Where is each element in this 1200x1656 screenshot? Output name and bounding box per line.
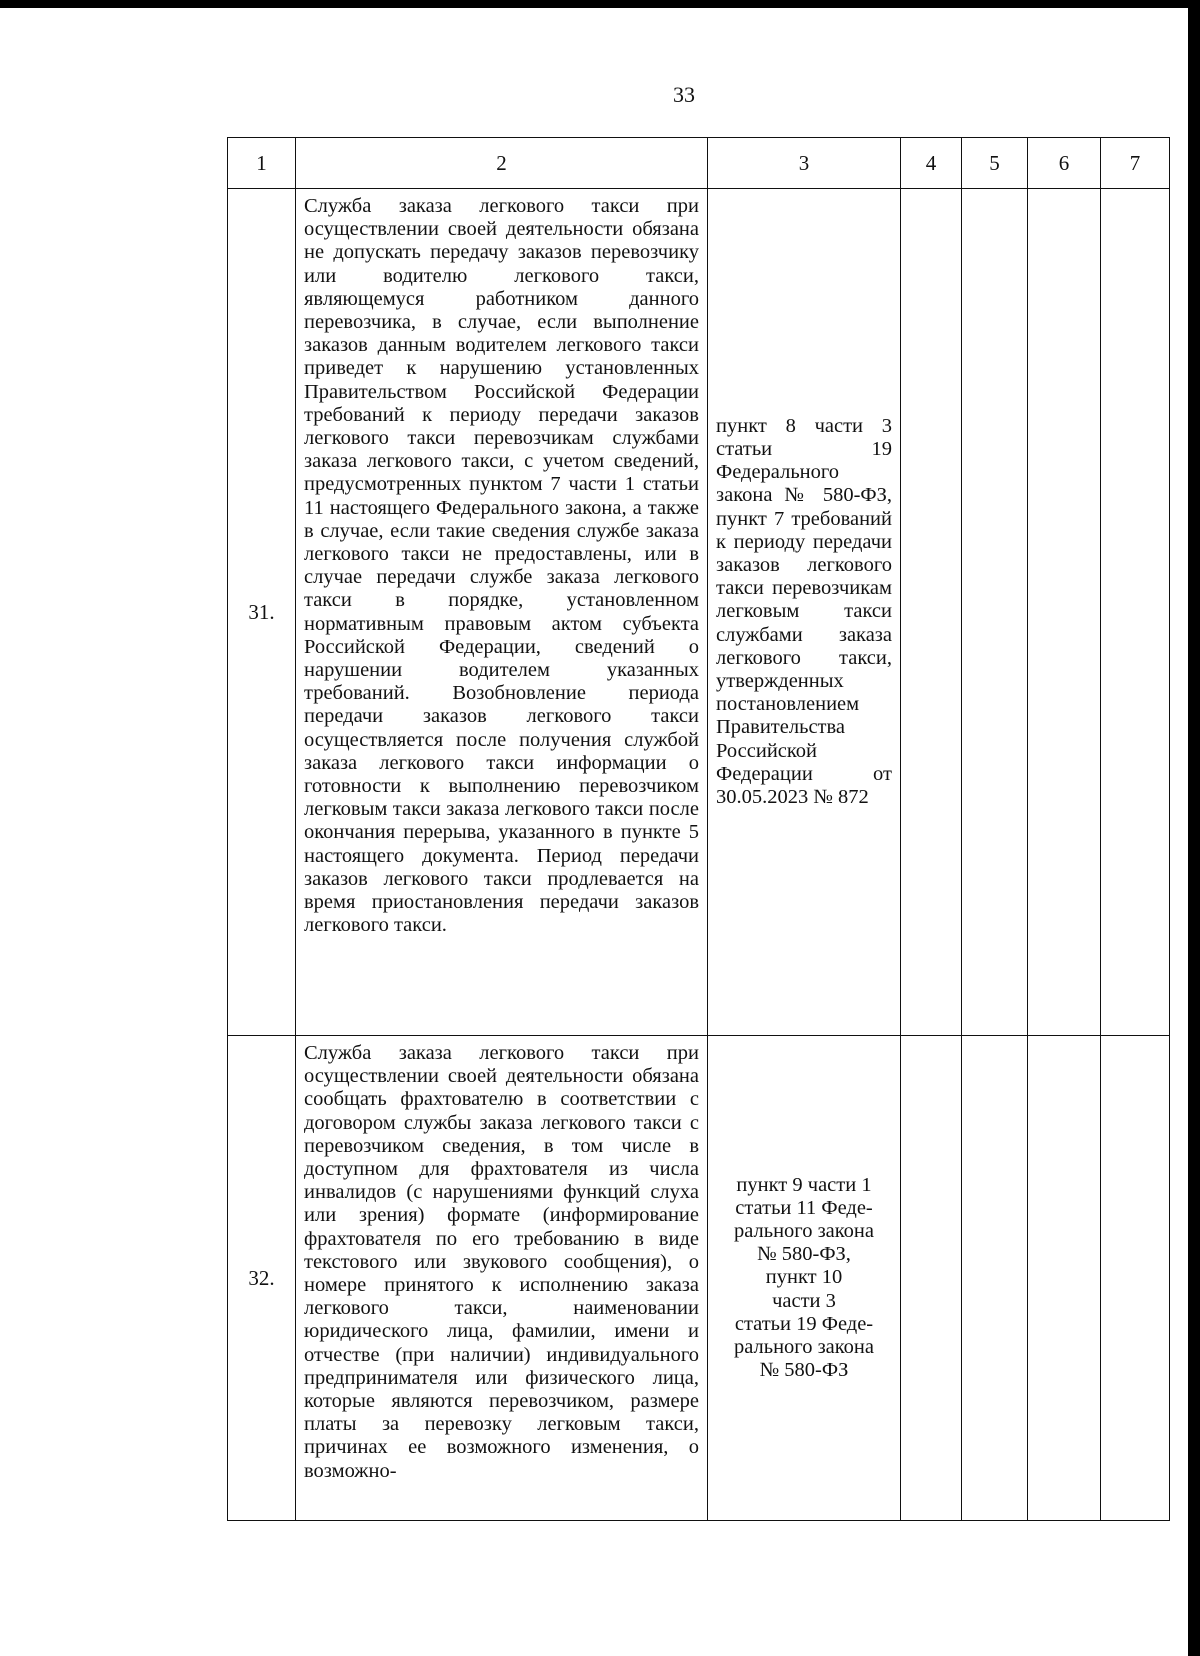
column-header: 1 <box>228 138 296 189</box>
empty-cell-col5 <box>962 1036 1028 1521</box>
table-header-row <box>228 138 1170 189</box>
table-row <box>228 1036 1170 1521</box>
legal-basis-line: статьи 19 Феде- <box>734 1312 874 1335</box>
page-number: 33 <box>673 82 695 107</box>
empty-cell-col5 <box>962 189 1028 1036</box>
empty-cell-col4 <box>901 1036 962 1521</box>
row-number: 31. <box>228 189 296 1036</box>
requirement-cell <box>296 1036 708 1521</box>
empty-cell-col6 <box>1028 189 1101 1036</box>
legal-basis-line: рального закона <box>733 1336 875 1358</box>
requirements-table <box>227 137 1170 1521</box>
empty-cell-col4 <box>901 189 962 1036</box>
requirement-text: Служба заказа легкового такси при осуществлении своей деятельности обязана сообщать фрахтователю в соответствии с договором службы заказа легкового такси с перевозчиком сведения, в том числе в доступном для фрахтователя из числа инвалидов (с нарушениями функций слуха или зрения) формате (информирование фрахтователя по его требованию в виде текстового или звукового сообщения), о номере принятого к исполнению заказа легкового такси, наименовании юридического лица, фамилии, имени и отчестве (при наличии) индивидуального предпринимателя или физического лица, которые являются перевозчиком, размере платы за перевозку легковым такси, причинах ее возможного изменения, о возможно- <box>304 1042 699 1482</box>
column-header: 4 <box>901 138 962 189</box>
legal-basis-line: № 580-ФЗ, <box>757 1243 851 1266</box>
row-number: 32. <box>228 1036 296 1521</box>
legal-basis-line: пункт 10 <box>765 1266 843 1289</box>
empty-cell-col6 <box>1028 1036 1101 1521</box>
legal-basis-line: статьи 11 Феде- <box>735 1196 873 1219</box>
column-header: 5 <box>962 138 1028 189</box>
legal-basis-text: пункт 8 части 3 статьи 19 Федерального закона № 580-ФЗ, пункт 7 требований к периоду передачи заказов легкового такси перевозчикам легковым такси службами заказа легкового такси, утвержденных постановлением Правительства Российской Федерации от 30.05.2023 № 872 <box>708 189 901 1036</box>
legal-basis-line: рального закона <box>733 1219 875 1242</box>
column-header: 7 <box>1101 138 1170 189</box>
requirement-text: Служба заказа легкового такси при осуществлении своей деятельности обязана не допускать передачу заказов перевозчику или водителю легкового такси, являющемуся работником данного перевозчика, в случае, если выполнение заказов данным водителем легкового такси приведет к нарушению установленных Правительством Российской Федерации требований к периоду передачи заказов легкового такси перевозчикам службами заказа легкового такси, с учетом сведений, предусмотренных пунктом 7 части 1 статьи 11 настоящего Федерального закона, а также в случае, если такие сведения службе заказа легкового такси не предоставлены, или в случае передачи службе заказа легкового такси в порядке, установленном нормативным правовым актом субъекта Российской Федерации, сведений о нарушении водителем указанных требований. Возобновление периода передачи заказов легкового такси осуществляется после получения службой заказа легкового такси информации о готовности к выполнению перевозчиком легковым такси заказа легкового такси после окончания перерыва, указанного в пункте 5 настоящего документа. Период передачи заказов легкового такси продлевается на время приостановления передачи заказов легкового такси. <box>296 189 708 1036</box>
legal-basis-line: части 3 <box>772 1289 836 1312</box>
legal-basis-line: № 580-ФЗ <box>759 1359 849 1382</box>
column-header: 2 <box>296 138 708 189</box>
table-row <box>228 189 1170 1036</box>
column-header: 3 <box>708 138 901 189</box>
column-header: 6 <box>1028 138 1101 189</box>
empty-cell-col7 <box>1101 189 1170 1036</box>
legal-basis-cell <box>708 1036 901 1521</box>
scan-top-border <box>0 0 1200 8</box>
empty-cell-col7 <box>1101 1036 1170 1521</box>
legal-basis-line: пункт 9 части 1 <box>736 1173 872 1196</box>
scan-right-border <box>1188 0 1200 1656</box>
